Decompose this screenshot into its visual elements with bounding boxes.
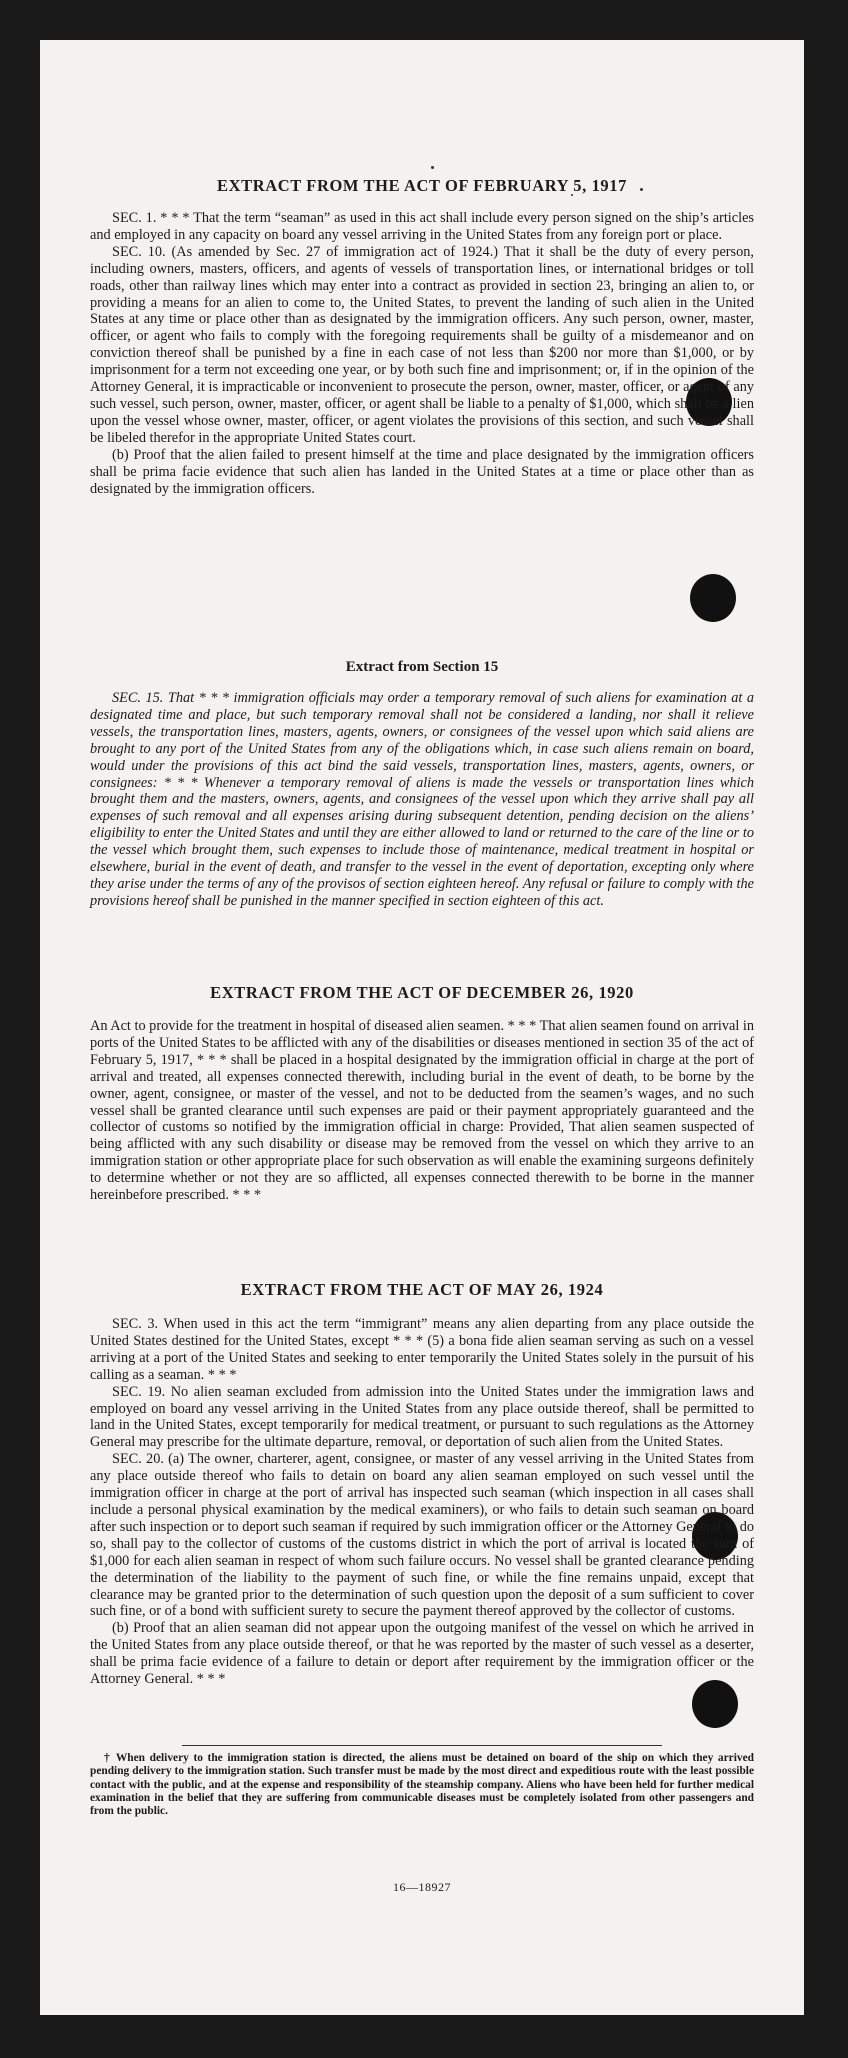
act-1917-body xyxy=(90,210,754,497)
footnote-divider xyxy=(182,1745,662,1746)
heading-act-1924: EXTRACT FROM THE ACT OF MAY 26, 1924 xyxy=(240,1280,604,1299)
section-1-text: SEC. 1. * * * That the term “seaman” as used in this act shall include every person signed on the ship’s articles and employed in any capacity on board any vessel arriving in the United States from any foreign port or place. xyxy=(90,210,754,243)
section-15-body xyxy=(90,690,754,910)
section-3-text: SEC. 3. When used in this act the term “immigrant” means any alien departing from any place outside the United States destined for the United States, except * * * (5) a bona fide alien seaman serving as such on a vessel arriving at a port of the United States and seeking to enter temporarily the United States solely in the pursuit of his calling as a seaman. * * * xyxy=(90,1316,754,1383)
punch-hole xyxy=(690,574,736,622)
act-1917-section xyxy=(90,176,754,196)
act-1920-text: An Act to provide for the treatment in hospital of diseased alien seamen. * * * That alien seamen found on arrival in ports of the United States to be afflicted with any of the disabilities or diseases mentioned in section 35 of the act of February 5, 1917, * * * shall be placed in a hospital designated by the immigration official in charge at the port of arrival and treated, all expenses connected therewith, including burial in the event of death, to be borne by the owner, agent, consignee, or master of the vessel, and not to be deducted from the seamen’s wages, and no such vessel shall be granted clearance until such expenses are paid or their payment appropriately guaranteed and the collector of customs so notified by the immigration official in charge: Provided, That alien seamen suspected of being afflicted with any such disability or disease may be removed from the vessel on which they arrive to an immigration station or other appropriate place for such observation as will enable the examining surgeons definitely to determine whether or not they are so afflicted, all expenses connected therewith to be borne in the manner hereinbefore prescribed. * * * xyxy=(90,1018,754,1204)
section-19-text: SEC. 19. No alien seaman excluded from admission into the United States under the immigration laws and employed on board any vessel arriving in the United States from any place outside thereof, shall be permitted to land in the United States, except temporarily for medical treatment, or pursuant to such regulations as the Attorney General may prescribe for the ultimate departure, removal, or deportation of such alien from the United States. xyxy=(90,1383,754,1451)
section-10-text: SEC. 10. (As amended by Sec. 27 of immigration act of 1924.) That it shall be the duty of every person, including owners, masters, officers, and agents of vessels of transportation lines, or international bridges or toll roads, other than railway lines which may enter into a contract as provided in section 23, bringing an alien to, or providing a means for an alien to come to, the United States, to prevent the landing of such alien in the United States at any time or place other than as designated by the immigration officers. Any such person, owner, master, officer, or agent who fails to comply with the foregoing requirements shall be guilty of a misdemeanor and on conviction thereof shall be punished by a fine in each case of not less than $200 nor more than $1,000, or by imprisonment for a term not exceeding one year, or by both such fine and imprisonment; or, if in the opinion of the Attorney General, it is impracticable or inconvenient to prosecute the person, owner, master, officer, or agent of any such vessel, such person, owner, master, officer, or agent shall be liable to a penalty of $1,000, which shall be a lien upon the vessel whose owner, master, officer, or agent violates the provisions of this section, and such vessel shall be libeled therefor in the appropriate United States court. xyxy=(90,243,754,446)
act-1924-heading-block xyxy=(90,1280,754,1300)
section-15-heading-block xyxy=(90,659,754,676)
heading-act-1917: EXTRACT FROM THE ACT OF FEBRUARY 5, 1917 xyxy=(217,176,627,195)
document-page xyxy=(40,40,804,2015)
act-1924-body xyxy=(90,1316,754,1688)
heading-section-15: Extract from Section 15 xyxy=(345,659,499,675)
act-1920-heading-block xyxy=(90,983,754,1003)
section-20a-text: SEC. 20. (a) The owner, charterer, agent, consignee, or master of any vessel arriving in the United States from any place outside thereof who fails to detain on board any alien seaman employed on such vessel until the immigration officer in charge at the port of arrival has inspected such seaman (which inspection in all cases shall include a personal physical examination by the medical examiners), or who fails to detain such seaman on board after such inspection or to deport such seaman if required by such immigration officer or the Attorney General to do so, shall pay to the collector of customs of the customs district in which the port of arrival is located the sum of $1,000 for each alien seaman in respect of whom such failure occurs. No vessel shall be granted clearance pending the determination of the liability to the payment of such fine, or while the fine remains unpaid, except that clearance may be granted prior to the determination of such question upon the deposit of a sum sufficient to cover such fine, or of a bond with sufficient surety to secure the payment thereof approved by the collector of customs. xyxy=(90,1451,754,1620)
section-15-text: SEC. 15. That * * * immigration officials may order a temporary removal of such aliens for examination at a designated time and place, but such temporary removal shall not be considered a landing, nor shall it relieve vessels, the transportation lines, masters, agents, owners, or consignees of the vessel upon which said aliens are brought to any port of the United States from any of the obligations which, in case such aliens remain on board, would under the provisions of this act bind the said vessels, transportation lines, masters, agents, owners, or consignees: * * * Whenever a temporary removal of aliens is made the vessels or transportation lines which brought them and the masters, owners, agents, and consignees of the vessel upon which they arrive shall pay all expenses of such removal and all expenses arising during subsequent detention, pending decision on the aliens’ eligibility to enter the United States and until they are either allowed to land or returned to the care of the line or to the vessel which brought them, such expenses to include those of maintenance, medical treatment in hospital or elsewhere, burial in the event of death, and transfer to the vessel in the event of deportation, excepting only where they arise under the terms of any of the provisos of section eighteen hereof. Any refusal or failure to comply with the provisions hereof shall be punished in the manner specified in section eighteen of this act. xyxy=(90,690,754,909)
heading-act-1920: EXTRACT FROM THE ACT OF DECEMBER 26, 1920 xyxy=(210,983,634,1002)
section-20b-text: (b) Proof that an alien seaman did not appear upon the outgoing manifest of the vessel on which he arrived in the United States from any place outside thereof, or that he was reported by the master of such vessel as a deserter, shall be prima facie evidence of a failure to detain or deport after requirement by the immigration officer or the Attorney General. * * * xyxy=(90,1620,754,1688)
section-10b-text: (b) Proof that the alien failed to present himself at the time and place designated by the immigration officers shall be prima facie evidence that such alien has landed in the United States at a time or place other than as designated by the immigration officers. xyxy=(90,446,754,497)
act-1920-body xyxy=(90,1018,754,1204)
footnote: † When delivery to the immigration station is directed, the aliens must be detained on board of the ship on which they arrived pending delivery to the immigration station. Such transfer must be made by the most direct and expeditious route with the least possible contact with the public, and at the expense and responsibility of the steamship company. Aliens who have been held for further medical examination in the belief that they are suffering from communicable diseases must be completely isolated from other passengers and from the public. xyxy=(90,1752,754,1818)
page-number: 16—18927 xyxy=(393,1880,451,1894)
